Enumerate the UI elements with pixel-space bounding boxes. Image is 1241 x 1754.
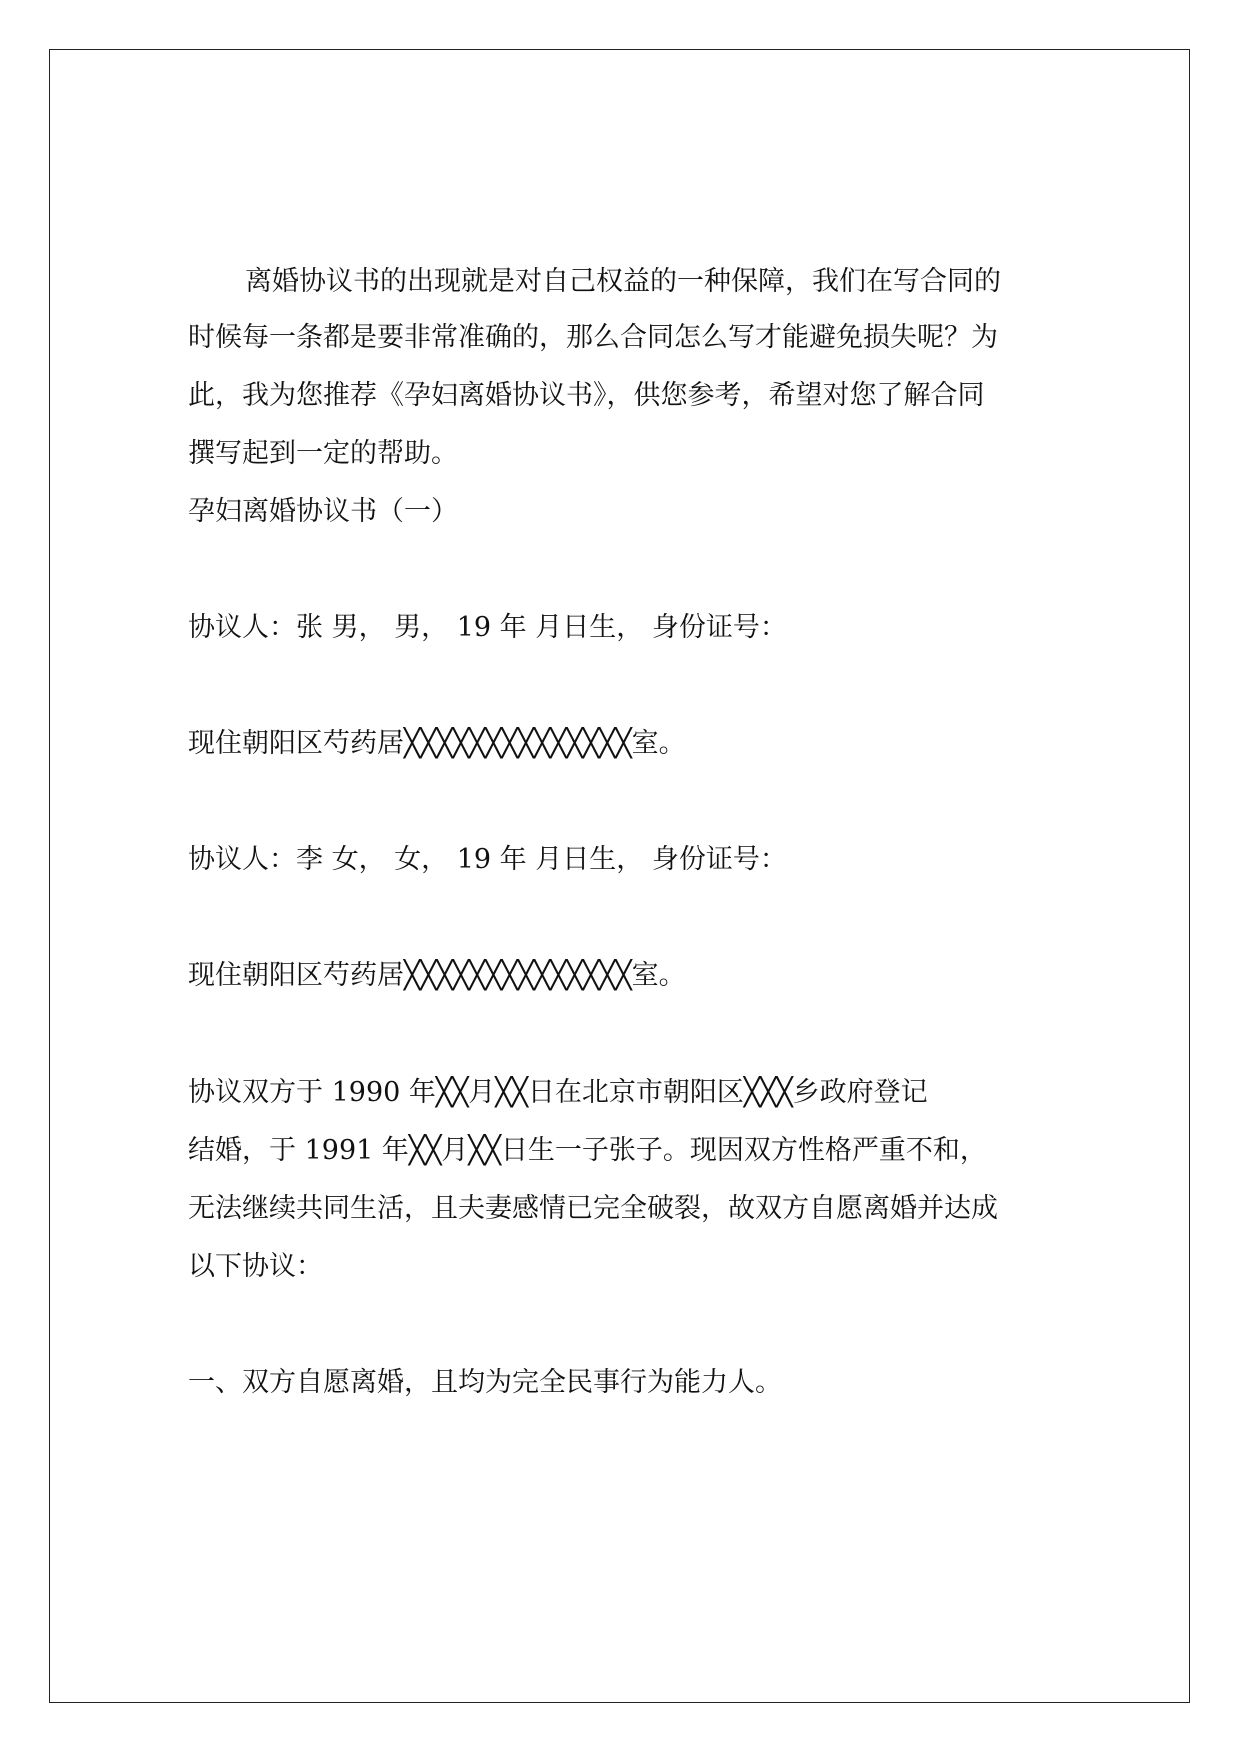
intro-line-3: 此，我为您推荐《孕妇离婚协议书》，供您参考，希望对您了解合同: [188, 380, 985, 411]
body-line-4: 以下协议：: [188, 1251, 323, 1282]
body-line-2: 结婚，于 1991 年╳╳月╳╳日生一子张子。现因双方性格严重不和，: [188, 1135, 987, 1166]
party-2: 协议人：李 女， 女， 19 年 月日生， 身份证号：: [188, 844, 787, 875]
body-line-1: 协议双方于 1990 年╳╳月╳╳日在北京市朝阳区╳╳╳乡政府登记: [188, 1077, 928, 1108]
party-1: 协议人：张 男， 男， 19 年 月日生， 身份证号：: [188, 612, 787, 643]
intro-line-1: 离婚协议书的出现就是对自己权益的一种保障，我们在写合同的: [245, 266, 1001, 297]
intro-line-2: 时候每一条都是要非常准确的，那么合同怎么写才能避免损失呢？为: [188, 322, 998, 353]
clause-1: 一、双方自愿离婚，且均为完全民事行为能力人。: [188, 1367, 782, 1398]
section-title: 孕妇离婚协议书（一）: [188, 496, 458, 527]
body-line-3: 无法继续共同生活，且夫妻感情已完全破裂，故双方自愿离婚并达成: [188, 1193, 998, 1224]
address-2: 现住朝阳区芍药居╳╳╳╳╳╳╳╳╳╳╳╳╳╳室。: [188, 960, 686, 991]
address-1: 现住朝阳区芍药居╳╳╳╳╳╳╳╳╳╳╳╳╳╳室。: [188, 728, 686, 759]
intro-line-4: 撰写起到一定的帮助。: [188, 438, 458, 469]
